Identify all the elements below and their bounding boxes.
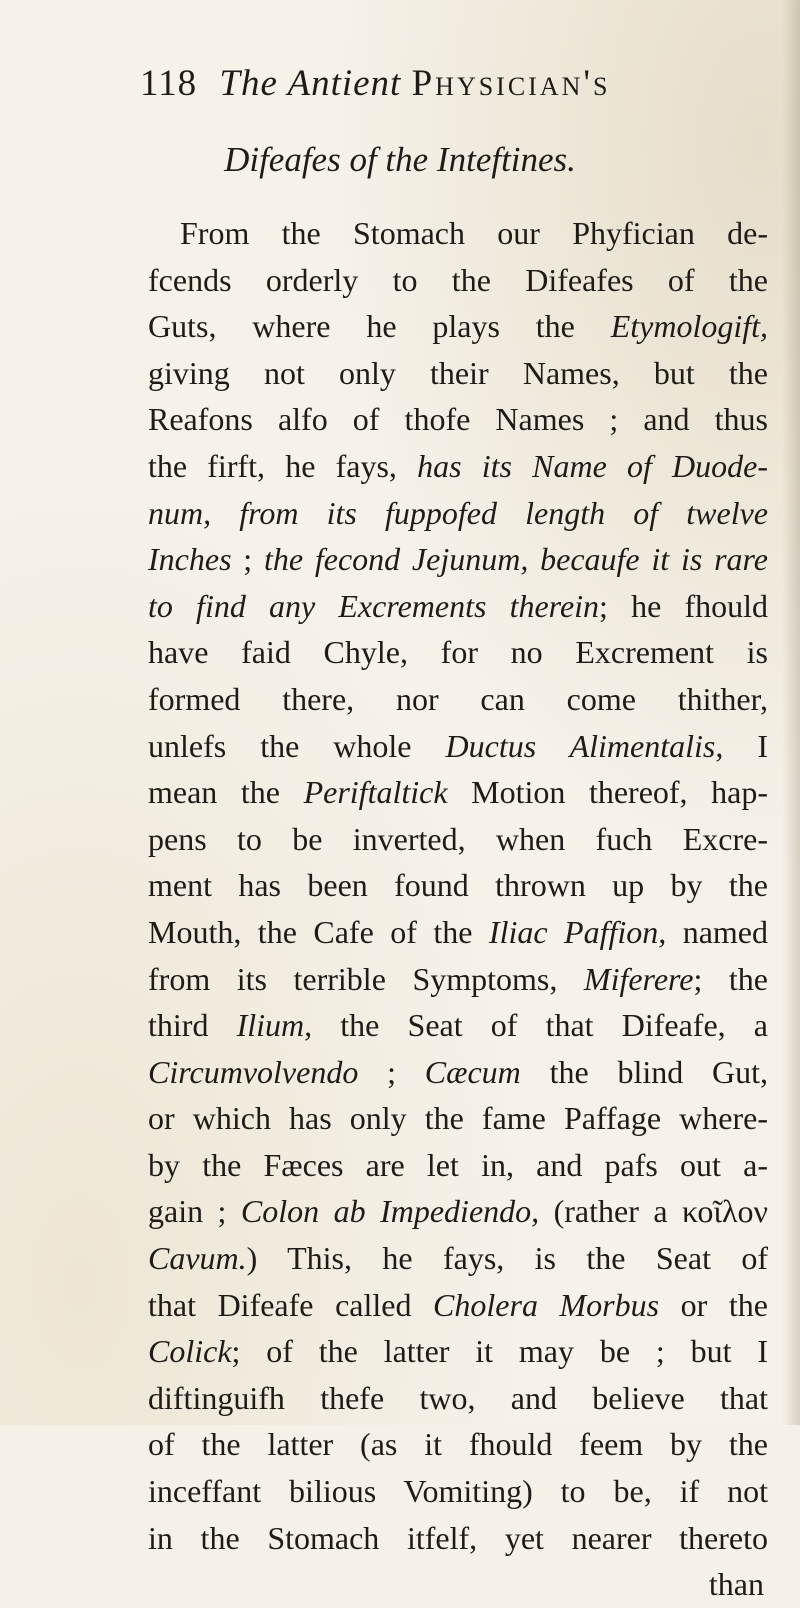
text-line xyxy=(148,1049,768,1096)
italic-text: Periftaltick xyxy=(303,774,448,811)
text-line xyxy=(148,1235,768,1282)
roman-text: in the Stomach itfelf, yet nearer thereto xyxy=(148,1519,768,1556)
italic-text: Miferere xyxy=(583,960,694,997)
roman-text: Guts, where he plays the xyxy=(148,308,611,345)
text-line xyxy=(148,583,768,630)
text-line xyxy=(148,769,768,816)
italic-text: num, from its fuppofed length of twelve xyxy=(148,494,768,531)
roman-text: from its terrible Symptoms, xyxy=(148,960,584,997)
text-line xyxy=(148,862,768,909)
text-line xyxy=(148,1421,768,1468)
roman-text: Reafons alfo of thofe Names ; and thus xyxy=(148,401,768,438)
text-line xyxy=(148,909,768,956)
roman-text: ; xyxy=(358,1053,425,1090)
text-line xyxy=(148,1375,768,1422)
text-line xyxy=(148,676,768,723)
text-line xyxy=(148,443,768,490)
italic-text: Iliac Paffion, xyxy=(488,913,667,950)
roman-text: have faid Chyle, for no Excrement is xyxy=(148,634,768,671)
body-text xyxy=(148,210,768,1608)
italic-text: Colon ab Impediendo, xyxy=(240,1193,540,1230)
running-title-italic: The Antient xyxy=(219,63,402,104)
roman-text: of the latter (as it fhould feem by the xyxy=(148,1426,768,1463)
roman-text: gain ; xyxy=(148,1193,241,1230)
running-title-caps: Physician's xyxy=(411,63,611,104)
italic-text: Cæcum xyxy=(424,1053,521,1090)
roman-text: I xyxy=(723,727,768,764)
catchword: than xyxy=(708,1566,764,1603)
italic-text: Circumvolvendo xyxy=(148,1053,359,1090)
italic-text: the fecond Jejunum, becaufe it is rare xyxy=(263,541,768,578)
page-number: 118 xyxy=(140,63,198,104)
roman-text: ; xyxy=(231,541,264,578)
roman-text: Mouth, the Cafe of the xyxy=(148,913,489,950)
text-line xyxy=(148,956,768,1003)
text-line xyxy=(148,536,768,583)
roman-text: third xyxy=(148,1007,237,1044)
roman-text: mean the xyxy=(148,774,304,811)
italic-text: Cholera Morbus xyxy=(433,1286,660,1323)
roman-text: (rather a κοῖλον xyxy=(539,1193,769,1230)
roman-text: the Seat of that Difeafe, a xyxy=(312,1007,769,1044)
section-title: Difeafes of the Inteftines. xyxy=(224,140,576,179)
roman-text: ; the xyxy=(693,960,769,997)
roman-text: ) This, he fays, is the Seat of xyxy=(246,1240,768,1277)
roman-text: ; of the latter it may be ; but I xyxy=(231,1333,768,1370)
text-line xyxy=(148,1142,768,1189)
text-line xyxy=(148,210,768,257)
roman-text: named xyxy=(666,913,769,950)
text-line xyxy=(148,396,768,443)
text-line xyxy=(148,1328,768,1375)
roman-text: pens to be inverted, when fuch Excre- xyxy=(148,820,768,857)
roman-text: unlefs the whole xyxy=(148,727,446,764)
text-line xyxy=(148,350,768,397)
text-line xyxy=(148,1468,768,1515)
italic-text: Ductus Alimentalis, xyxy=(445,727,724,764)
roman-text: the blind Gut, xyxy=(520,1053,769,1090)
roman-text: or the xyxy=(659,1286,769,1323)
text-line xyxy=(148,1282,768,1329)
roman-text: the firft, he fays, xyxy=(148,447,418,484)
text-line xyxy=(148,1188,768,1235)
text-line xyxy=(148,303,768,350)
text-line xyxy=(148,1095,768,1142)
roman-text: by the Fæces are let in, and pafs out a- xyxy=(148,1146,768,1183)
text-line xyxy=(148,629,768,676)
running-header xyxy=(140,62,611,105)
italic-text: has its Name of Duode- xyxy=(417,447,768,484)
italic-text: Ilium, xyxy=(236,1007,313,1044)
text-line xyxy=(148,1515,768,1562)
text-line xyxy=(148,723,768,770)
page-gutter-shadow xyxy=(782,0,800,1425)
text-line xyxy=(148,490,768,537)
italic-text: Inches xyxy=(148,541,232,578)
roman-text: fcends orderly to the Difeafes of the xyxy=(148,261,768,298)
italic-text: Etymologift, xyxy=(610,308,768,345)
italic-text: to find any Excrements therein xyxy=(148,587,600,624)
roman-text: that Difeafe called xyxy=(148,1286,434,1323)
roman-text: Motion thereof, hap- xyxy=(447,774,769,811)
text-line xyxy=(148,257,768,304)
roman-text: inceffant bilious Vomiting) to be, if not xyxy=(148,1473,768,1510)
roman-text: giving not only their Names, but the xyxy=(148,354,768,391)
roman-text: ment has been found thrown up by the xyxy=(148,867,768,904)
italic-text: Cavum. xyxy=(148,1240,247,1277)
roman-text: From the Stomach our Phyfician de- xyxy=(180,215,768,251)
roman-text: diftinguifh thefe two, and believe that xyxy=(148,1379,768,1416)
roman-text: ; he fhould xyxy=(599,587,769,624)
roman-text: formed there, nor can come thither, xyxy=(148,680,768,717)
roman-text: or which has only the fame Paffage where- xyxy=(148,1100,768,1137)
text-line xyxy=(148,1002,768,1049)
italic-text: Colick xyxy=(148,1333,232,1370)
text-line xyxy=(148,816,768,863)
